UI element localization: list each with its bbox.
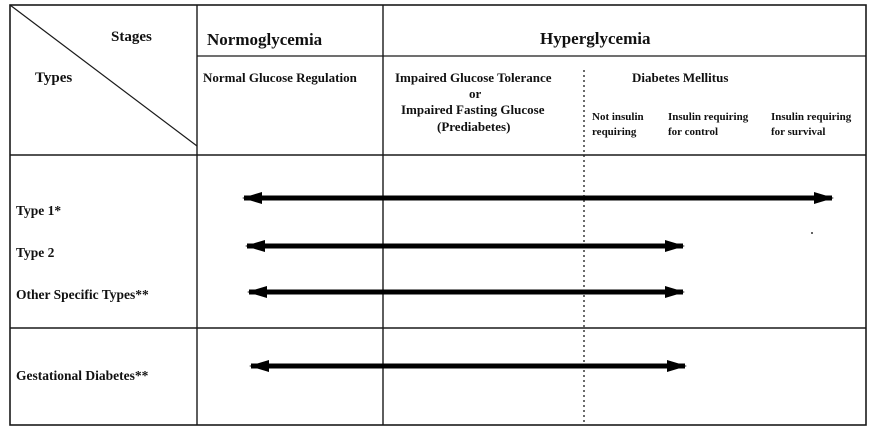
igt-line1: Impaired Glucose Tolerance (395, 70, 552, 85)
insulin-control-line1: Insulin requiring (668, 111, 749, 123)
row-label-other-types: Other Specific Types** (16, 287, 149, 302)
stages-label: Stages (111, 29, 152, 45)
diabetes-mellitus-label: Diabetes Mellitus (632, 70, 729, 85)
table-border (10, 5, 866, 425)
not-insulin-line2: requiring (592, 126, 637, 138)
hyperglycemia-header: Hyperglycemia (540, 29, 651, 48)
igt-line4: (Prediabetes) (437, 119, 511, 134)
not-insulin-line1: Not insulin (592, 111, 644, 123)
igt-line2: or (469, 86, 482, 101)
types-label: Types (35, 70, 73, 86)
row-label-type2: Type 2 (16, 245, 55, 260)
igt-line3: Impaired Fasting Glucose (401, 102, 545, 117)
insulin-control-line2: for control (668, 126, 718, 138)
stray-dot (811, 232, 813, 234)
row-label-gestational: Gestational Diabetes** (16, 368, 149, 383)
row-label-type1: Type 1* (16, 203, 62, 218)
insulin-survival-line2: for survival (771, 126, 826, 138)
insulin-survival-line1: Insulin requiring (771, 111, 852, 123)
normoglycemia-header: Normoglycemia (207, 30, 323, 49)
normal-glucose-regulation: Normal Glucose Regulation (203, 70, 357, 85)
